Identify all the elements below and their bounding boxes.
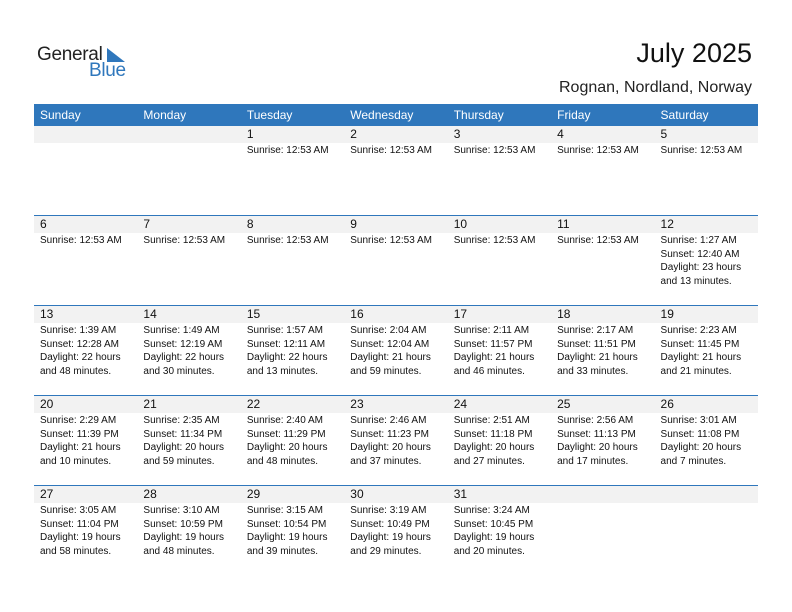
day-info [448,413,551,468]
day-info-line: Sunrise: 12:53 AM [143,235,226,246]
calendar-day [551,215,654,305]
day-info-line: Daylight: 20 hours [660,442,742,453]
day-info [137,233,240,248]
day-info-line: Daylight: 22 hours [40,352,121,363]
day-info-line: Daylight: 20 hours [557,442,638,453]
day-info [551,233,654,248]
day-info-line: and 20 minutes. [453,545,525,557]
day-info-line: Sunset: 11:04 PM [40,518,119,530]
day-info-line: Sunset: 12:19 AM [143,338,223,350]
day-info [655,143,758,158]
day-number: 10 [453,217,468,231]
day-info-line: Sunrise: 12:53 AM [350,235,432,246]
calendar-day [344,395,447,485]
day-info-line: and 48 minutes. [143,545,215,557]
day-info-line: Sunrise: 2:29 AM [40,415,117,426]
day-info-line: Sunrise: 12:53 AM [557,235,639,246]
day-info-line: Sunrise: 2:11 AM [453,325,530,336]
location-subtitle: Rognan, Nordland, Norway [559,79,752,96]
calendar-week [34,125,758,215]
calendar-day [241,125,344,215]
calendar-day [137,395,240,485]
calendar-day [551,395,654,485]
day-number: 30 [350,487,364,501]
day-info [344,503,447,558]
day-info-line: Sunset: 11:51 PM [557,338,636,350]
day-info [655,413,758,468]
day-info-line: Sunrise: 2:35 AM [143,415,220,426]
day-info-line: Sunrise: 2:23 AM [660,325,737,336]
day-info-line: Daylight: 19 hours [246,532,328,543]
day-info-line: Sunrise: 1:39 AM [40,325,117,336]
day-number: 11 [557,217,570,231]
day-info-line: Daylight: 20 hours [453,442,535,453]
calendar-week [34,215,758,305]
logo [37,44,137,80]
day-info-line: Sunrise: 3:19 AM [350,505,427,516]
day-number: 17 [453,307,468,321]
day-info [448,323,551,378]
day-info [655,323,758,378]
day-info-line: Sunrise: 2:17 AM [557,325,634,336]
day-info-line: and 30 minutes. [143,365,215,377]
day-info-line: and 7 minutes. [660,455,727,467]
day-info-line: and 13 minutes. [246,365,319,377]
day-info-line: Daylight: 20 hours [246,442,328,453]
day-info [344,143,447,158]
day-info-line: Sunset: 10:45 PM [453,518,534,530]
day-number: 8 [246,217,254,231]
day-info-line: Daylight: 21 hours [660,352,742,363]
day-number: 29 [246,487,261,501]
day-number: 20 [40,397,54,411]
day-info-line: Sunset: 10:59 PM [143,518,223,530]
day-number-bar [241,215,344,233]
day-number: 3 [453,127,461,141]
day-info-line: Sunset: 12:28 AM [40,338,119,350]
calendar-day [34,395,137,485]
day-number: 23 [350,397,364,411]
day-info-line: Sunrise: 3:01 AM [660,415,737,426]
day-info-line: and 48 minutes. [40,365,112,377]
day-number: 16 [350,307,364,321]
day-info [137,323,240,378]
day-info-line: and 58 minutes. [40,545,112,557]
day-info [241,323,344,378]
day-number: 13 [40,307,54,321]
calendar-week [34,305,758,395]
day-number: 1 [246,127,254,141]
day-info-line: and 29 minutes. [350,545,422,557]
day-info [655,233,758,288]
calendar-day [137,215,240,305]
day-info-line: Sunset: 11:08 PM [660,428,740,440]
day-info-line: Daylight: 20 hours [350,442,431,453]
day-number: 26 [660,397,674,411]
day-info-line: and 17 minutes. [557,455,629,467]
calendar-day [241,215,344,305]
day-info [448,143,551,158]
day-info-line: and 39 minutes. [246,545,319,557]
day-info-line: Sunrise: 3:15 AM [246,505,323,516]
day-number: 22 [246,397,261,411]
day-info-line: Sunrise: 12:53 AM [660,145,743,156]
day-number-bar [551,485,654,503]
calendar-day [655,305,758,395]
day-number: 9 [350,217,357,231]
calendar-day [551,125,654,215]
day-info [448,233,551,248]
day-info-line: Sunset: 10:49 PM [350,518,430,530]
day-number: 14 [143,307,157,321]
day-info-line: Sunset: 11:29 PM [246,428,326,440]
day-info-line: and 10 minutes. [40,455,112,467]
day-info-line: Daylight: 20 hours [143,442,225,453]
calendar-week [34,485,758,575]
day-info-line: Sunrise: 1:57 AM [246,325,323,336]
calendar-day [137,485,240,575]
day-info-line: and 27 minutes. [453,455,525,467]
logo-text-blue: Blue [89,60,126,81]
day-number: 24 [453,397,468,411]
day-info-line: Sunrise: 3:10 AM [143,505,220,516]
day-info [344,323,447,378]
weekday-saturday: Saturday [660,108,709,122]
day-info-line: Sunset: 11:45 PM [660,338,740,350]
logo-text-general: General [37,44,103,65]
calendar-day [344,485,447,575]
weekday-friday: Friday [557,108,591,122]
day-info-line: Daylight: 22 hours [143,352,225,363]
day-info [34,323,137,378]
calendar-day [344,215,447,305]
day-info-line: and 59 minutes. [143,455,215,467]
calendar-day [241,305,344,395]
day-info-line: and 37 minutes. [350,455,422,467]
day-info-line: Sunrise: 2:56 AM [557,415,634,426]
day-info-line: Sunset: 12:11 AM [246,338,326,350]
day-info-line: Daylight: 19 hours [40,532,121,543]
day-number: 28 [143,487,157,501]
calendar-day [137,305,240,395]
day-info [241,503,344,558]
day-info [34,233,137,248]
day-info-line: Sunrise: 12:53 AM [453,235,536,246]
day-number-bar [34,125,137,143]
day-number-bar [344,215,447,233]
day-number: 5 [660,127,668,141]
calendar-day [344,125,447,215]
day-info-line: Sunset: 11:34 PM [143,428,223,440]
day-number: 4 [557,127,564,141]
day-info [241,233,344,248]
day-number: 12 [660,217,674,231]
weekday-sunday: Sunday [40,108,81,122]
day-info-line: Sunset: 11:39 PM [40,428,119,440]
day-number: 19 [660,307,674,321]
day-info-line: and 13 minutes. [660,275,732,287]
calendar-day [448,395,551,485]
calendar-day [34,305,137,395]
calendar-week [34,395,758,485]
day-info [241,413,344,468]
weekday-thursday: Thursday [453,108,504,122]
day-info-line: Sunrise: 3:24 AM [453,505,530,516]
day-info-line: Daylight: 23 hours [660,262,742,273]
day-info-line: Daylight: 21 hours [40,442,121,453]
day-number-bar [34,215,137,233]
calendar-day [34,485,137,575]
day-number-bar [241,125,344,143]
day-number-bar [655,485,758,503]
day-info [241,143,344,158]
calendar-day [448,215,551,305]
calendar-day-empty [655,485,758,575]
day-info [551,323,654,378]
day-info-line: Sunrise: 2:46 AM [350,415,427,426]
day-info-line: and 48 minutes. [246,455,319,467]
day-info-line: Daylight: 22 hours [246,352,328,363]
day-info [448,503,551,558]
day-number: 21 [143,397,157,411]
calendar-day [448,305,551,395]
calendar-day [344,305,447,395]
day-number-bar [137,215,240,233]
day-info [137,503,240,558]
day-info [344,413,447,468]
day-info-line: Sunset: 11:23 PM [350,428,430,440]
day-info-line: Sunrise: 12:53 AM [557,145,639,156]
day-info-line: and 46 minutes. [453,365,525,377]
day-info-line: and 21 minutes. [660,365,732,377]
day-info-line: Sunrise: 3:05 AM [40,505,117,516]
day-info-line: Sunset: 10:54 PM [246,518,327,530]
page-title: July 2025 [636,38,752,68]
calendar-day [655,125,758,215]
day-info-line: Daylight: 19 hours [143,532,225,543]
day-info-line: Sunrise: 2:04 AM [350,325,427,336]
day-info [551,143,654,158]
day-info-line: Daylight: 19 hours [350,532,431,543]
day-info-line: Sunset: 11:18 PM [453,428,533,440]
day-info-line: Sunrise: 1:49 AM [143,325,220,336]
calendar-day [34,215,137,305]
day-info-line: Sunset: 12:04 AM [350,338,430,350]
day-info-line: Sunrise: 2:40 AM [246,415,323,426]
day-info-line: Sunrise: 12:53 AM [246,235,329,246]
day-info-line: Daylight: 21 hours [557,352,638,363]
weekday-tuesday: Tuesday [246,108,293,122]
calendar-day [241,485,344,575]
day-info [551,413,654,468]
weekday-header [34,104,758,126]
calendar-day-empty [551,485,654,575]
calendar-day-empty [34,125,137,215]
day-info [344,233,447,248]
day-number: 6 [40,217,47,231]
day-info-line: Sunrise: 12:53 AM [40,235,122,246]
weekday-wednesday: Wednesday [350,108,414,122]
day-number-bar [655,125,758,143]
day-number: 31 [453,487,468,501]
calendar-day-empty [137,125,240,215]
day-info-line: and 33 minutes. [557,365,629,377]
day-info-line: and 59 minutes. [350,365,422,377]
day-info-line: Sunrise: 12:53 AM [350,145,432,156]
day-info-line: Sunset: 11:57 PM [453,338,533,350]
day-number: 15 [246,307,261,321]
calendar-day [448,125,551,215]
day-info-line: Daylight: 19 hours [453,532,535,543]
day-info [34,413,137,468]
day-number-bar [551,125,654,143]
day-number: 25 [557,397,571,411]
day-number: 18 [557,307,571,321]
day-info-line: Sunrise: 12:53 AM [246,145,329,156]
calendar-day [551,305,654,395]
day-number: 2 [350,127,357,141]
calendar-day [241,395,344,485]
day-number-bar [448,125,551,143]
day-info-line: Sunrise: 12:53 AM [453,145,536,156]
day-info-line: Daylight: 21 hours [350,352,431,363]
day-info [34,503,137,558]
calendar-day [655,215,758,305]
day-info-line: Sunrise: 1:27 AM [660,235,737,246]
day-number: 27 [40,487,54,501]
day-info-line: Sunrise: 2:51 AM [453,415,530,426]
day-info-line: Sunset: 11:13 PM [557,428,636,440]
day-info-line: Daylight: 21 hours [453,352,535,363]
calendar-day [448,485,551,575]
day-number-bar [344,125,447,143]
day-info [137,413,240,468]
weekday-monday: Monday [143,108,187,122]
calendar-day [655,395,758,485]
day-info-line: Sunset: 12:40 AM [660,248,740,260]
day-number-bar [137,125,240,143]
day-number: 7 [143,217,151,231]
